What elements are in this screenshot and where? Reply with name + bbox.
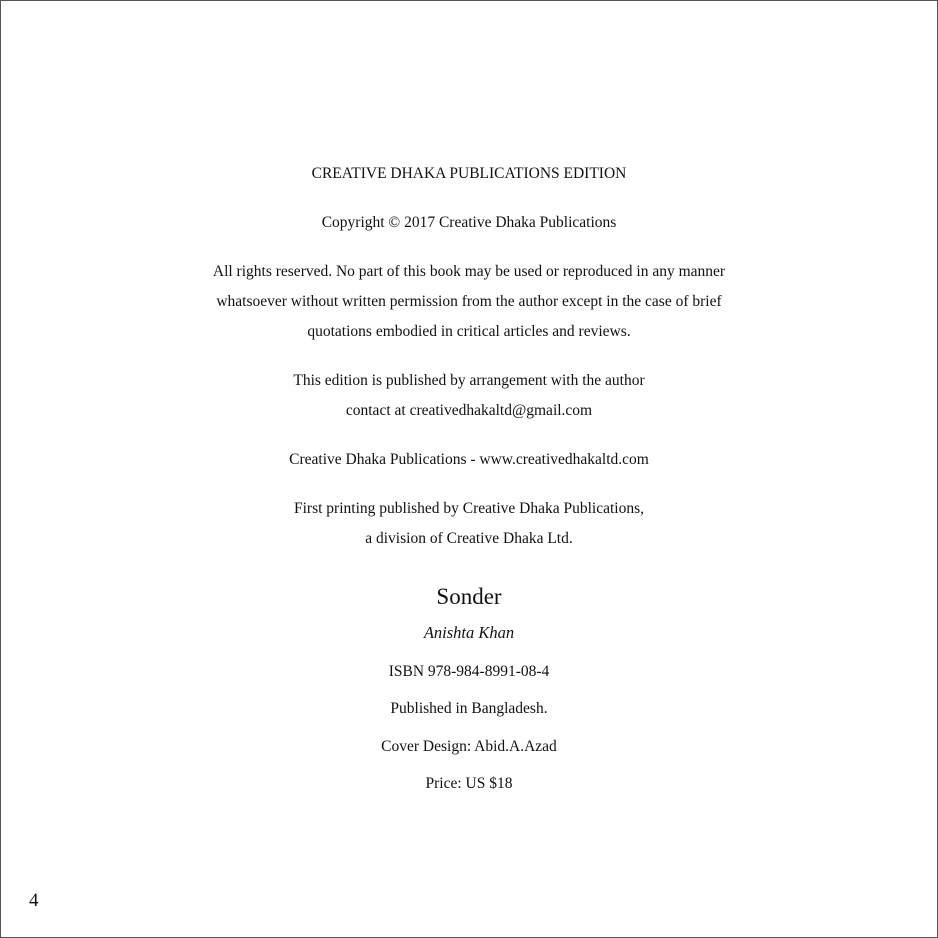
first-printing-line-1: First printing published by Creative Dhaka Publications, <box>294 500 644 517</box>
edition-heading: CREATIVE DHAKA PUBLICATIONS EDITION <box>311 165 627 182</box>
book-title: Sonder <box>436 584 502 609</box>
rights-line-1: All rights reserved. No part of this book may be used or reproduced in any manner <box>212 263 726 280</box>
copyright-notice: Copyright © 2017 Creative Dhaka Publications <box>321 214 617 231</box>
book-author: Anishta Khan <box>423 623 515 642</box>
rights-line-3: quotations embodied in critical articles and reviews. <box>307 323 631 340</box>
cover-design-credit: Cover Design: Abid.A.Azad <box>381 738 557 755</box>
publisher-website: Creative Dhaka Publications - www.creativedhakaltd.com <box>289 451 649 468</box>
isbn: ISBN 978-984-8991-08-4 <box>388 663 550 680</box>
first-printing-line-2: a division of Creative Dhaka Ltd. <box>365 530 573 547</box>
rights-line-2: whatsoever without written permission from the author except in the case of brief <box>216 293 722 310</box>
arrangement-contact: contact at creativedhakaltd@gmail.com <box>345 402 593 419</box>
arrangement-line-1: This edition is published by arrangement with the author <box>293 372 645 389</box>
price: Price: US $18 <box>425 775 513 792</box>
page-number: 4 <box>29 890 39 911</box>
published-in: Published in Bangladesh. <box>390 700 548 717</box>
